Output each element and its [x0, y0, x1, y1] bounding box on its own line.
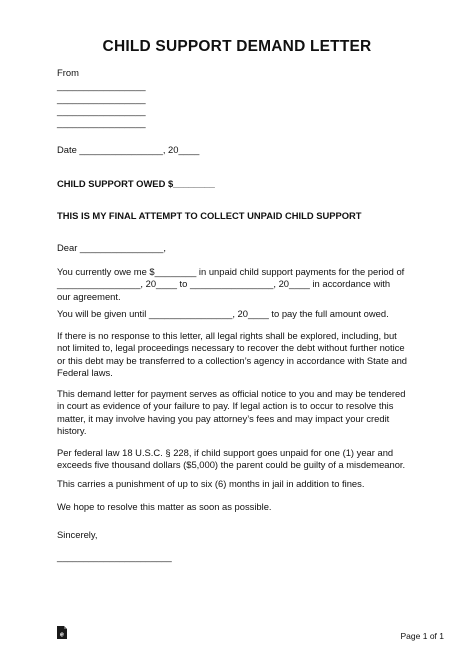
- paragraph-line: This carries a punishment of up to six (6) months in jail in addition to fines.: [57, 478, 365, 489]
- paragraph-line: Federal laws.: [57, 367, 113, 379]
- paragraph-line: exceeds five thousand dollars ($5,000) the parent could be guilty of a misdemeanor.: [57, 459, 406, 471]
- paragraph-line: Per federal law 18 U.S.C. § 228, if child support goes unpaid for one (1) year and: [57, 447, 394, 458]
- from-line-3: _________________: [57, 105, 146, 116]
- paragraph-line: matter, it may involve having you pay attorney’s fees and may impact your credit: [57, 412, 390, 424]
- salutation: Dear ________________,: [57, 242, 166, 253]
- eforms-logo-icon: [57, 626, 67, 644]
- paragraph-line: If there is no response to this letter, all legal rights shall be explored, including, but: [57, 330, 397, 341]
- paragraph-line: in court as evidence of your failure to pay. If legal action is to occur to resolve this: [57, 400, 394, 412]
- closing: Sincerely,: [57, 529, 98, 540]
- svg-text:e: e: [60, 631, 64, 639]
- from-line-2: _________________: [57, 93, 146, 104]
- final-attempt-heading: THIS IS MY FINAL ATTEMPT TO COLLECT UNPAID CHILD SUPPORT: [57, 210, 362, 221]
- paragraph-line: You currently owe me $________ in unpaid child support payments for the period of: [57, 266, 405, 277]
- paragraph-line: This demand letter for payment serves as official notice to you and may be tendered: [57, 388, 406, 399]
- paragraph-line: or this debt may be transferred to a collection’s agency in accordance with State and: [57, 354, 408, 366]
- paragraph-official-notice: [57, 388, 427, 438]
- from-line-4: _________________: [57, 117, 146, 128]
- paragraph-deadline: [57, 308, 427, 320]
- paragraph-line: history.: [57, 425, 87, 437]
- from-line-1: _________________: [57, 80, 146, 91]
- signature-line: ______________________: [57, 551, 172, 562]
- paragraph-line: You will be given until ________________, 20____ to pay the full amount owed.: [57, 308, 389, 319]
- paragraph-federal-law: [57, 447, 427, 472]
- paragraph-resolve: [57, 501, 427, 513]
- amount-owed-line: CHILD SUPPORT OWED $________: [57, 178, 215, 189]
- paragraph-amount-owed: [57, 266, 427, 303]
- paragraph-line: not limited to, legal proceedings necessary to recover the debt without further notice: [57, 342, 405, 354]
- paragraph-legal-rights: [57, 330, 427, 380]
- paragraph-line: We hope to resolve this matter as soon as possible.: [57, 501, 272, 512]
- document-title: CHILD SUPPORT DEMAND LETTER: [102, 38, 372, 55]
- page-number: Page 1 of 1: [400, 631, 444, 641]
- paragraph-line: ________________, 20____ to ________________, 20____ in accordance with: [57, 278, 391, 290]
- paragraph-punishment: [57, 478, 427, 490]
- paragraph-line: our agreement.: [57, 290, 121, 302]
- from-label: From: [57, 67, 79, 78]
- date-line: Date ________________, 20____: [57, 144, 200, 155]
